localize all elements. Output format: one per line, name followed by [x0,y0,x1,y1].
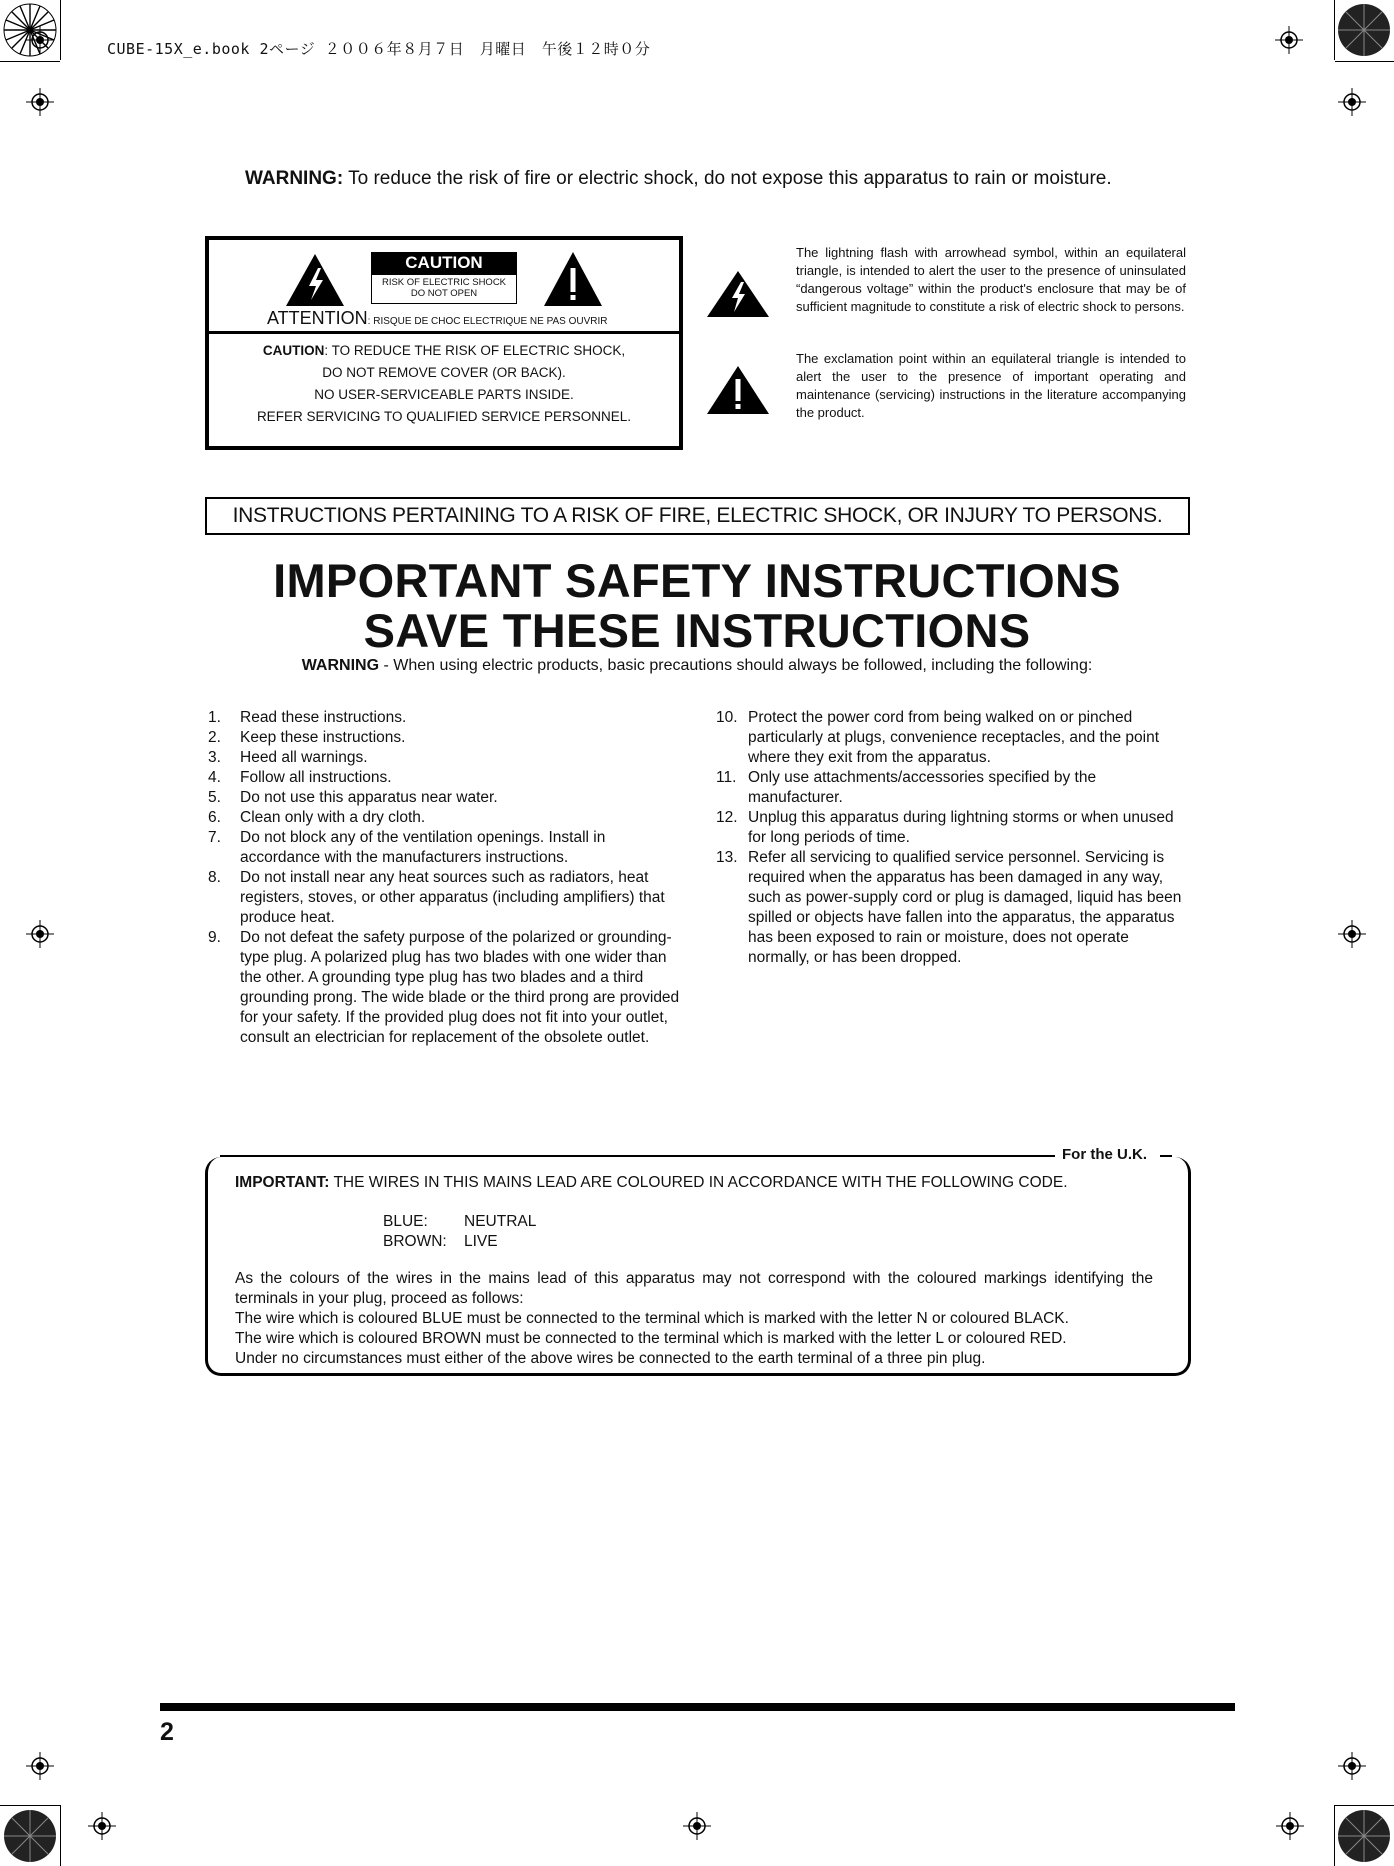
exclamation-explanation: The exclamation point within an equilateral triangle is intended to alert the user to the presence of important operating and maintenance (servicing) instructions in the literature accompanying the product. [796,351,1186,420]
general-warning-label: WARNING [301,657,380,674]
exclamation-triangle-icon [706,365,770,415]
caution-line-4: REFER SERVICING TO QUALIFIED SERVICE PERSONNEL. [256,409,632,424]
list-item: 12. Unplug this apparatus during lightning storms or when unused for long periods of time. [716,809,1174,846]
warning-text: To reduce the risk of fire or electric shock, do not expose this apparatus to rain or moisture. [343,168,1112,189]
uk-important [235,1173,1165,1193]
page-subtitle: SAVE THESE INSTRUCTIONS [363,604,1031,657]
list-item: 7. Do not block any of the ventilation openings. Install in accordance with the manufacturers instructions. [208,829,606,866]
list-item: 4. Follow all instructions. [208,769,392,786]
uk-label: For the U.K. [1058,1146,1151,1163]
list-item: 6. Clean only with a dry cloth. [208,809,426,826]
registration-mark-icon [1338,88,1366,116]
page-footer-rule [160,1703,1235,1711]
caution-box-bottom [209,340,679,428]
print-slug: CUBE-15X_e.book 2ページ ２００６年８月７日 月曜日 午後１２時０分 [107,40,651,58]
risk-line-2: DO NOT OPEN [410,288,478,299]
instructions-list-right [716,708,1186,968]
instructions-list-left [208,708,683,1048]
caution-box-top [209,240,679,334]
risk-line-1: RISK OF ELECTRIC SHOCK [381,277,507,288]
list-item: 11. Only use attachments/accessories specified by the manufacturer. [716,769,1097,806]
uk-brown-label: BROWN: [383,1233,447,1250]
uk-important-label: IMPORTANT: [235,1174,330,1191]
exclamation-warning-icon [542,250,604,308]
registration-mark-icon [26,1752,54,1780]
registration-mark-icon [1338,1752,1366,1780]
list-item: 5. Do not use this apparatus near water. [208,789,498,806]
caution-line-3: NO USER-SERVICEABLE PARTS INSIDE. [314,387,574,402]
registration-mark-icon [1338,920,1366,948]
color-bar-bottom-left-icon [0,1806,60,1866]
lightning-triangle-icon [706,270,770,318]
attention-line [267,308,608,329]
registration-mark-icon [26,88,54,116]
warning-label: WARNING: [245,168,344,189]
page-title: IMPORTANT SAFETY INSTRUCTIONS [273,554,1121,607]
caution-risk [371,274,517,304]
list-item: 3. Heed all warnings. [208,749,368,766]
list-item: 8. Do not install near any heat sources such as radiators, heat registers, stoves, or other apparatus (including amplifiers) that produce heat. [208,869,665,926]
list-item: 9. Do not defeat the safety purpose of the polarized or grounding-type plug. A polarized plug has two blades with one wider than the other. A grounding type plug has two blades and a third grounding prong. The wide blade or the third prong are provided for your safety. If the provided plug does not fit into your outlet, consult an electrician for replacement of the obsolete outlet. [208,929,680,1046]
caution-bold-label: CAUTION [262,343,325,358]
uk-important-text: THE WIRES IN THIS MAINS LEAD ARE COLOURED IN ACCORDANCE WITH THE FOLLOWING CODE. [329,1174,1068,1191]
caution-box [205,236,683,450]
attention-text: : RISQUE DE CHOC ELECTRIQUE NE PAS OUVRIR [367,316,608,327]
warning-line [245,168,1112,190]
uk-brown-value: LIVE [464,1233,498,1250]
registration-mark-icon [88,1812,116,1840]
page-number: 2 [160,1718,174,1746]
list-item: 10. Protect the power cord from being walked on or pinched particularly at plugs, convenience receptacles, and the point where they exit from the apparatus. [716,709,1159,766]
attention-label: ATTENTION [267,308,368,328]
lightning-warning-icon [284,252,346,308]
uk-blue-label: BLUE: [383,1213,428,1230]
color-bar-top-right-icon [1334,0,1394,60]
registration-mark-icon [1276,1812,1304,1840]
registration-mark-icon [26,26,54,54]
uk-blue-value: NEUTRAL [464,1213,537,1230]
uk-paragraph: As the colours of the wires in the mains lead of this apparatus may not correspond with the coloured markings identifying the terminals in your plug, proceed as follows: The wire which is coloured BLUE must be connected to the terminal which is marked with the letter N or coloured BLACK. The wire which is coloured BROWN must be connected to the terminal which is marked with the letter L or coloured RED. Under no circumstances must either of the above wires be connected to the earth terminal of a three pin plug. [235,1270,1153,1367]
caution-line-2: DO NOT REMOVE COVER (OR BACK). [322,365,566,380]
caution-line-1: : TO REDUCE THE RISK OF ELECTRIC SHOCK, [324,343,626,358]
color-bar-bottom-right-icon [1334,1806,1394,1866]
lightning-explanation: The lightning flash with arrowhead symbol, within an equilateral triangle, is intended to alert the user to the presence of uninsulated “dangerous voltage” within the product's enclosure that may be of sufficient magnitude to constitute a risk of electric shock to persons. [796,245,1186,314]
instructions-header: INSTRUCTIONS PERTAINING TO A RISK OF FIRE, ELECTRIC SHOCK, OR INJURY TO PERSONS. [205,497,1190,535]
general-warning-text: - When using electric products, basic precautions should always be followed, including the following: [379,657,1093,674]
general-warning [0,657,1394,675]
list-item: 13. Refer all servicing to qualified service personnel. Servicing is required when the apparatus has been damaged in any way, such as power-supply cord or plug is damaged, liquid has been spilled or objects have fallen into the apparatus, the apparatus has been exposed to rain or moisture, does not operate normally, or has been dropped. [716,849,1182,966]
registration-mark-icon [1275,26,1303,54]
registration-mark-icon [683,1812,711,1840]
registration-mark-icon [26,920,54,948]
list-item: 1. Read these instructions. [208,709,407,726]
list-item: 2. Keep these instructions. [208,729,406,746]
caution-label: CAUTION [371,252,517,274]
